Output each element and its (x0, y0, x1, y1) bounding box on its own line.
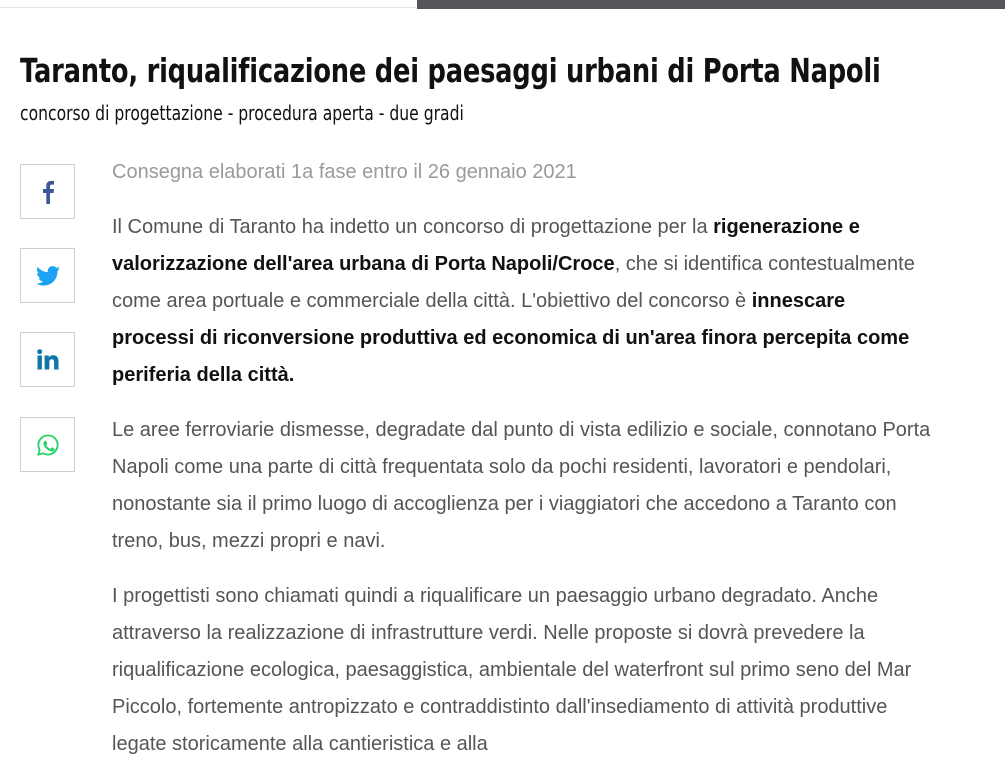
paragraph-highlight: rigenerazione e valorizzazione dell'area urbana di Porta Napoli/Croce (112, 216, 860, 275)
page-title: Taranto, riqualificazione dei paesaggi urbani di Porta Napoli (20, 51, 881, 90)
paragraph-designers: I progettisti sono chiamati quindi a riqualificare un paesaggio urbano degradato. Anche attraverso la realizzazione di infrastrutture verdi. Nelle proposte si dovrà prevedere la riqualificazione ecologica, paesaggistica, ambientale del waterfront sul primo seno del Mar Piccolo, fortemente antropizzato e contraddistinto dall'insediamento di attività produttive legate storicamente alla cantieristica e alla (112, 585, 912, 755)
top-bar-progress (417, 0, 1005, 9)
facebook-icon (41, 180, 55, 204)
paragraph-areas: Le aree ferroviarie dismesse, degradate dal punto di vista edilizio e sociale, connotano Porta Napoli come una parte di città frequentata solo da pochi residenti, lavoratori e pendolari, nonostante sia il primo luogo di accoglienza per i viaggiatori che accedono a Taranto con treno, bus, mezzi propri e navi. (112, 419, 931, 552)
top-bar (0, 0, 1005, 10)
article-body (112, 154, 932, 763)
page-subtitle: concorso di progettazione - procedura aperta - due gradi (20, 101, 464, 125)
paragraph-intro (112, 209, 932, 394)
share-twitter-button[interactable] (20, 248, 75, 303)
linkedin-icon (37, 349, 59, 370)
share-whatsapp-button[interactable] (20, 417, 75, 472)
share-linkedin-button[interactable] (20, 332, 75, 387)
twitter-icon (36, 266, 60, 286)
paragraph-text: , che si identifica contestualmente come area portuale e commerciale della città. L'obiettivo del concorso è (112, 253, 915, 312)
paragraph-highlight: innescare processi di riconversione produttiva ed economica di un'area finora percepita come periferia della città. (112, 290, 910, 386)
top-bar-divider (0, 7, 417, 8)
paragraph-text: Il Comune di Taranto ha indetto un concorso di progettazione per la (112, 216, 714, 238)
deadline-text: Consegna elaborati 1a fase entro il 26 gennaio 2021 (112, 161, 577, 183)
share-facebook-button[interactable] (20, 164, 75, 219)
whatsapp-icon (37, 434, 59, 456)
